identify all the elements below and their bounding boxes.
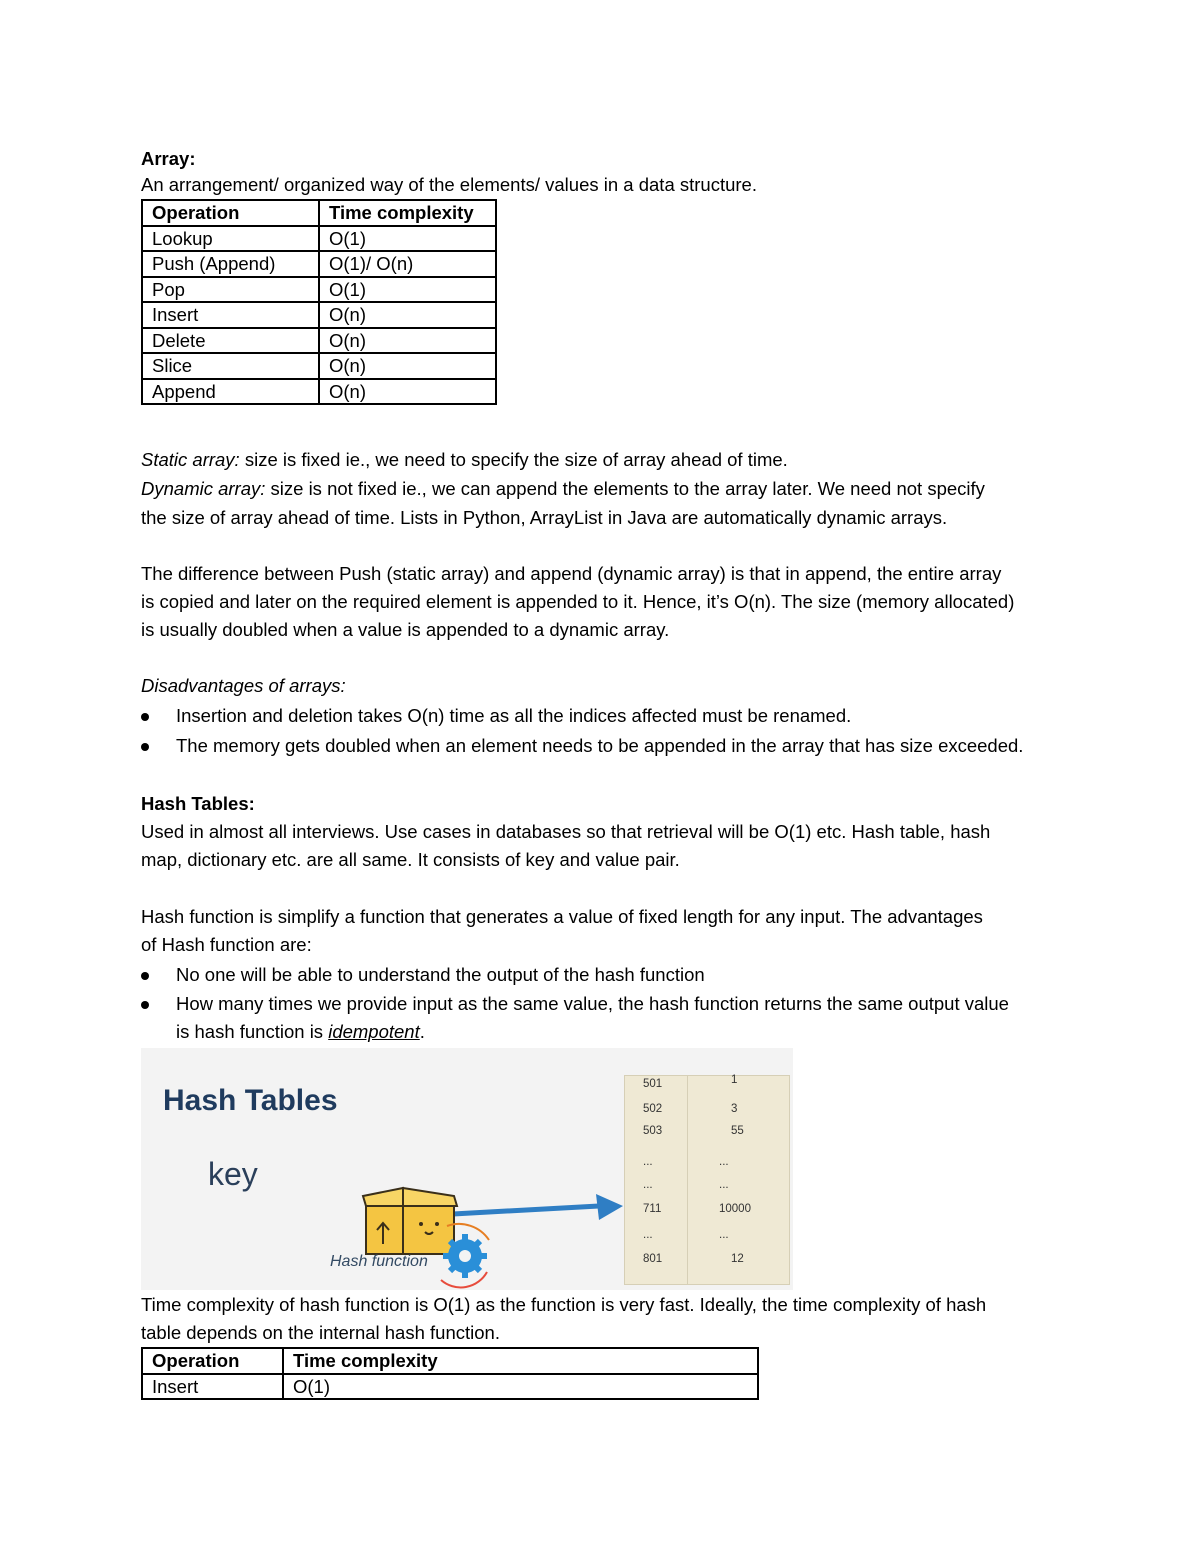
figure-value-cell: 3 — [731, 1103, 738, 1115]
cell-complexity: O(n) — [319, 353, 496, 379]
table-row — [142, 353, 496, 379]
hash-function-1: Hash function is simplify a function that generates a value of fixed length for any input. The advantages — [141, 906, 983, 927]
hash-table-figure — [141, 1048, 793, 1290]
figure-key-cell: 501 — [643, 1078, 663, 1090]
header-time-complexity: Time complexity — [283, 1348, 758, 1374]
cell-complexity: O(n) — [319, 328, 496, 354]
figure-title: Hash Tables — [163, 1084, 338, 1117]
figure-key-cell: 503 — [643, 1125, 663, 1137]
table-row — [142, 302, 496, 328]
figure-value-cell: 1 — [731, 1074, 738, 1086]
dynamic-array-paragraph — [141, 476, 985, 502]
bullet-icon — [141, 1001, 149, 1009]
cell-operation: Insert — [142, 302, 319, 328]
cell-operation: Push (Append) — [142, 251, 319, 277]
cell-operation: Lookup — [142, 226, 319, 252]
bullet-icon — [141, 743, 149, 751]
figure-value-cell: 10000 — [719, 1203, 751, 1215]
figure-key-cell: ... — [643, 1179, 653, 1191]
cell-complexity: O(1)/ O(n) — [319, 251, 496, 277]
complexity-line-2: table depends on the internal hash function. — [141, 1322, 500, 1343]
hash-intro-1: Used in almost all interviews. Use cases in databases so that retrieval will be O(1) etc. Hash table, hash — [141, 821, 991, 842]
figure-value-cell: ... — [719, 1229, 729, 1241]
figure-value-cell: ... — [719, 1156, 729, 1168]
hash-complexity-table — [141, 1347, 759, 1400]
figure-key-cell: 711 — [643, 1203, 662, 1215]
static-array-text: size is fixed ie., we need to specify the size of array ahead of time. — [239, 449, 788, 470]
period: . — [419, 1021, 425, 1042]
list-item-text: The memory gets doubled when an element needs to be appended in the array that has size exceeded. — [176, 735, 1024, 756]
figure-key-label: key — [208, 1156, 258, 1192]
cell-operation: Slice — [142, 353, 319, 379]
cell-operation: Append — [142, 379, 319, 405]
table-row — [142, 251, 496, 277]
column-divider — [687, 1076, 688, 1284]
table-header-row — [142, 200, 496, 226]
static-array-paragraph — [141, 447, 788, 473]
advantage-continuation — [176, 1019, 425, 1045]
dynamic-array-text-2: the size of array ahead of time. Lists in Python, ArrayList in Java are automatically dynamic arrays. — [141, 507, 948, 528]
array-heading: Array: — [141, 148, 196, 169]
difference-line-1: The difference between Push (static array) and append (dynamic array) is that in append, the entire array — [141, 563, 1002, 584]
table-row — [142, 328, 496, 354]
cell-operation: Insert — [142, 1374, 283, 1400]
static-array-label: Static array: — [141, 449, 240, 470]
hash-function-2: of Hash function are: — [141, 934, 312, 955]
header-operation: Operation — [142, 1348, 283, 1374]
bullet-icon — [141, 972, 149, 980]
disadvantages-heading: Disadvantages of arrays: — [141, 675, 346, 696]
figure-key-cell: 801 — [643, 1253, 663, 1265]
cell-complexity: O(n) — [319, 379, 496, 405]
cell-complexity: O(1) — [319, 226, 496, 252]
cell-operation: Pop — [142, 277, 319, 303]
header-operation: Operation — [142, 200, 319, 226]
cell-complexity: O(1) — [319, 277, 496, 303]
continuation-text: is hash function is — [176, 1021, 329, 1042]
array-definition: An arrangement/ organized way of the elements/ values in a data structure. — [141, 174, 757, 195]
list-item-text: Insertion and deletion takes O(n) time as all the indices affected must be renamed. — [176, 705, 852, 726]
figure-value-cell: ... — [719, 1179, 729, 1191]
hash-heading: Hash Tables: — [141, 793, 255, 814]
table-row — [142, 226, 496, 252]
table-row — [142, 379, 496, 405]
list-item-text: How many times we provide input as the same value, the hash function returns the same output value — [176, 993, 1009, 1014]
dynamic-array-text: size is not fixed ie., we can append the elements to the array later. We need not specify — [265, 478, 985, 499]
hash-intro-2: map, dictionary etc. are all same. It consists of key and value pair. — [141, 849, 680, 870]
bullet-icon — [141, 713, 149, 721]
figure-hash-label: Hash function — [330, 1253, 428, 1270]
array-complexity-table — [141, 199, 497, 405]
table-row — [142, 277, 496, 303]
dynamic-array-label: Dynamic array: — [141, 478, 266, 499]
figure-value-cell: 12 — [731, 1253, 744, 1265]
figure-key-cell: 502 — [643, 1103, 663, 1115]
table-header-row — [142, 1348, 758, 1374]
idempotent-term: idempotent — [328, 1021, 420, 1042]
figure-value-cell: 55 — [731, 1125, 744, 1137]
difference-line-2: is copied and later on the required element is appended to it. Hence, it’s O(n). The size (memory allocated) — [141, 591, 1015, 612]
header-time-complexity: Time complexity — [319, 200, 496, 226]
complexity-line-1: Time complexity of hash function is O(1) as the function is very fast. Ideally, the time complexity of hash — [141, 1294, 987, 1315]
cell-operation: Delete — [142, 328, 319, 354]
table-row — [142, 1374, 758, 1400]
cell-complexity: O(n) — [319, 302, 496, 328]
cell-complexity: O(1) — [283, 1374, 758, 1400]
difference-line-3: is usually doubled when a value is appended to a dynamic array. — [141, 619, 670, 640]
figure-key-cell: ... — [643, 1156, 653, 1168]
figure-key-cell: ... — [643, 1229, 653, 1241]
list-item-text: No one will be able to understand the output of the hash function — [176, 964, 705, 985]
arrow-icon — [453, 1194, 623, 1220]
box-icon — [363, 1188, 457, 1254]
